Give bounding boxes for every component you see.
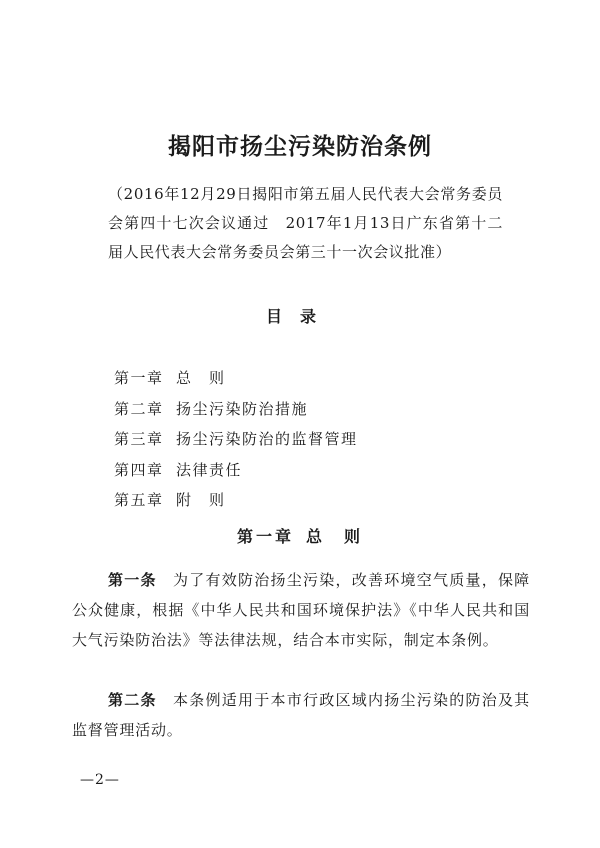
article-text: 本条例适用于本市行政区域内扬尘污染的防治及其监督管理活动。 — [72, 691, 530, 739]
toc-item-chapter-5 — [114, 485, 358, 516]
toc-chapter-number: 第三章 — [114, 430, 164, 448]
chapter-heading-number: 第一章 — [236, 527, 294, 546]
toc-chapter-name: 扬尘污染防治措施 — [176, 399, 309, 418]
document-title: 揭阳市扬尘污染防治条例 — [168, 133, 432, 160]
toc-chapter-number: 第二章 — [114, 399, 164, 418]
chapter-heading — [0, 524, 600, 547]
article-label: 第二条 — [108, 691, 157, 709]
article-text: 为了有效防治扬尘污染，改善环境空气质量，保障公众健康，根据《中华人民共和国环境保护法》《中华人民共和国大气污染防治法》等法律法规，结合本市实际，制定本条例。 — [72, 571, 530, 649]
toc-item-chapter-4 — [114, 455, 358, 486]
toc-heading: 目录 — [265, 307, 334, 326]
toc-item-chapter-1 — [114, 363, 358, 394]
toc-chapter-number: 第五章 — [114, 491, 164, 509]
toc-chapter-name: 法律责任 — [176, 460, 243, 479]
toc-chapter-number: 第一章 — [114, 369, 164, 387]
toc-item-chapter-3 — [114, 424, 358, 455]
page-number: —2— — [80, 772, 120, 788]
chapter-heading-name: 总 则 — [306, 527, 364, 546]
toc-chapter-number: 第四章 — [114, 460, 164, 479]
toc-chapter-name: 附 则 — [176, 491, 226, 509]
article-label: 第一条 — [108, 571, 157, 589]
toc-chapter-name: 扬尘污染防治的监督管理 — [176, 430, 358, 448]
adoption-note: （2016年12月29日揭阳市第五届人民代表大会常务委员会第四十七次会议通过 2017年1月13日广东省第十二届人民代表大会常务委员会第三十一次会议批准） — [108, 185, 503, 261]
table-of-contents — [114, 363, 358, 516]
article-1 — [72, 565, 530, 655]
toc-item-chapter-2 — [114, 394, 358, 425]
toc-chapter-name: 总 则 — [176, 369, 226, 387]
article-2 — [72, 685, 530, 745]
